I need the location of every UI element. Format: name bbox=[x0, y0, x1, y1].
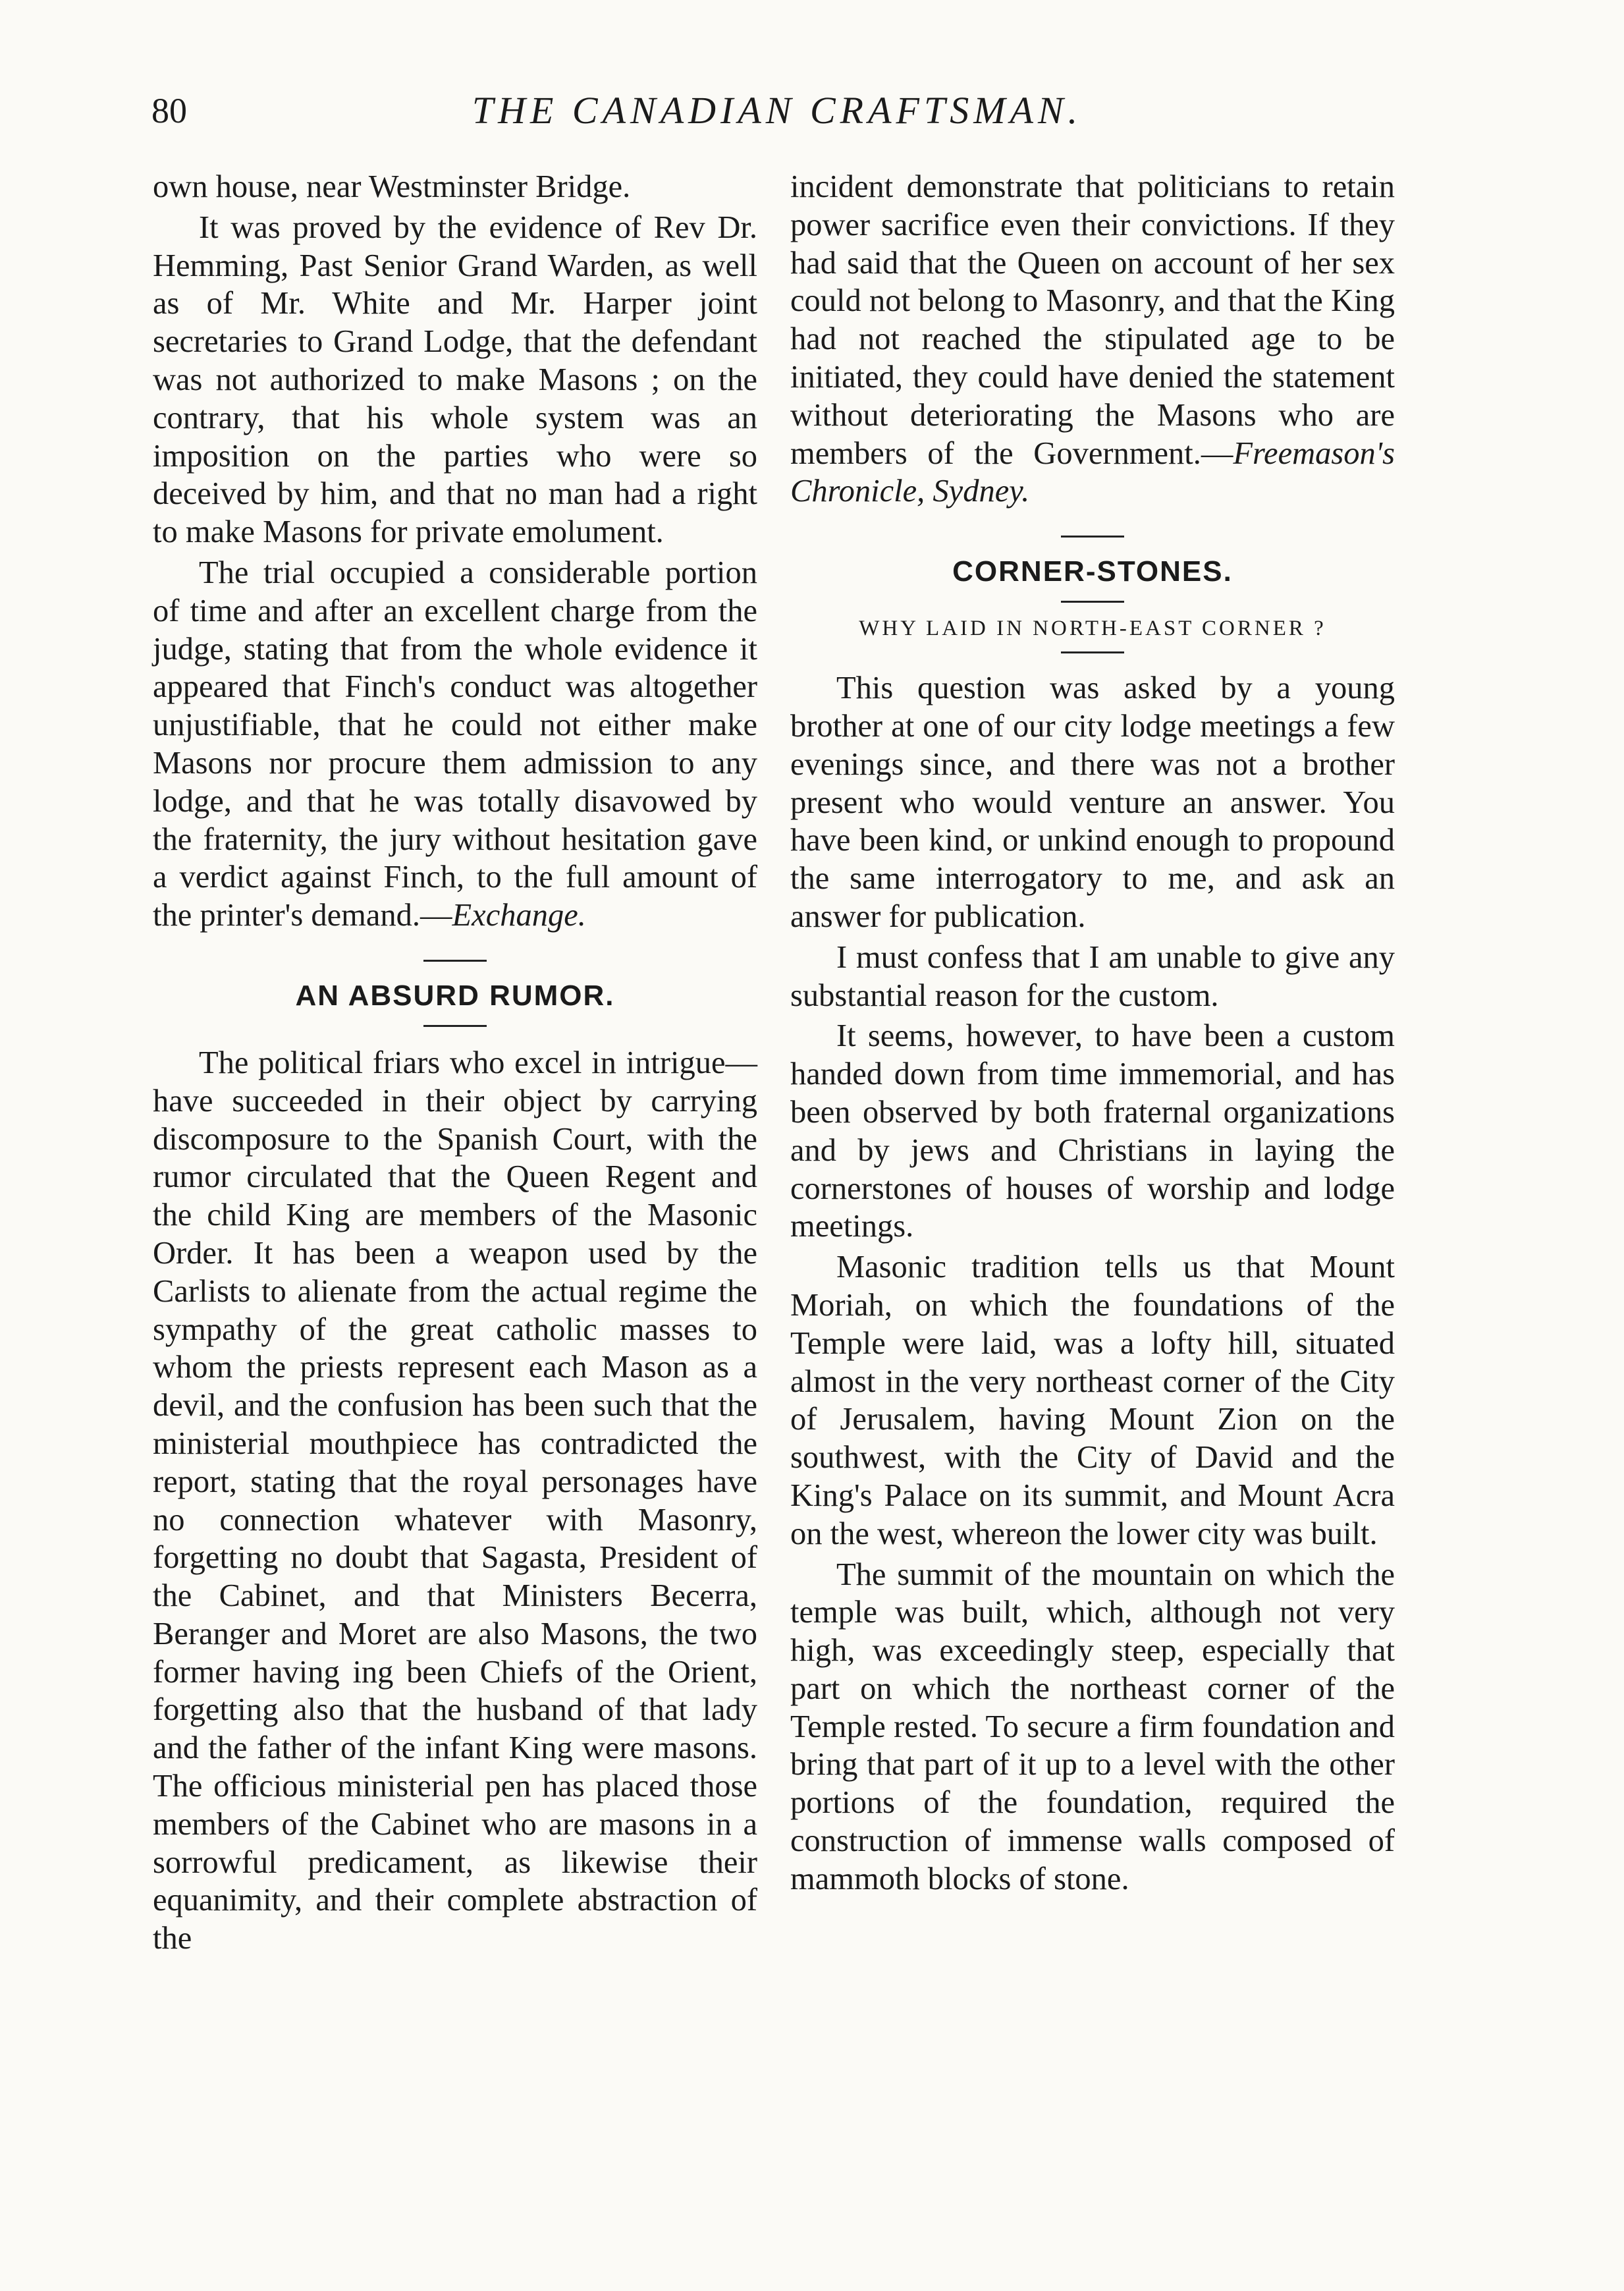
article-paragraph: own house, near Westminster Bridge. bbox=[153, 169, 631, 204]
article-paragraph: The summit of the mountain on which the temple was built, which, although not very high, was exceedingly steep, especially that part on which the northeast corner of the Temple rested. To secure a firm foundation and bring that part of it up to a level with the other portions of the foundation, required the construction of immense walls composed of mammoth blocks of stone. bbox=[790, 1557, 1395, 1896]
article-heading-absurd-rumor: AN ABSURD RUMOR. bbox=[295, 979, 615, 1012]
article-paragraph: I must confess that I am unable to give any substantial reason for the custom. bbox=[790, 939, 1395, 1013]
article-paragraph: It was proved by the evidence of Rev Dr. Hemming, Past Senior Grand Warden, as well as of Mr. White and Mr. Harper joint secretaries to Grand Lodge, that the defendant was not authorized to make Masons ; on the contrary, that his whole system was an imposition on the parties who were so deceived by him, and that no man had a right to make Masons for private emolument. bbox=[153, 209, 757, 550]
paragraph-text: incident demonstrate that politicians to retain power sacrifice even their convictions. If they had said that the Queen on account of her sex could not belong to Masonry, and that the King had not reached the stipulated age to be initiated, they could have denied the statement without deteriorating the Masons who are members of the Government.— bbox=[790, 169, 1395, 471]
section-divider bbox=[1061, 601, 1124, 603]
right-column bbox=[790, 168, 1395, 1898]
left-column bbox=[153, 168, 757, 1958]
article-subheading: WHY LAID IN NORTH-EAST CORNER ? bbox=[859, 617, 1326, 641]
article-paragraph: The political friars who excel in intrigue—have succeeded in their object by carrying discomposure to the Spanish Court, with the rumor circulated that the Queen Regent and the child King are members of the Masonic Order. It has been a weapon used by the Carlists to alienate from the actual regime the sympathy of the great catholic masses to whom the priests represent each Mason as a devil, and the confusion has been such that the ministerial mouthpiece has contradicted the report, stating that the royal personages have no connection whatever with Masonry, forgetting no doubt that Sagasta, President of the Cabinet, and that Ministers Becerra, Beranger and Moret are also Masons, the two former having ing been Chiefs of the Orient, forgetting also that the husband of that lady and the father of the infant King were masons. The officious ministerial pen has placed those members of the Cabinet who are masons in a sorrowful predicament, as likewise their equanimity, and their complete abstraction of the bbox=[153, 1045, 757, 1956]
section-divider bbox=[423, 1025, 487, 1027]
article-paragraph bbox=[790, 168, 1395, 511]
page-number: 80 bbox=[151, 91, 187, 130]
article-paragraph bbox=[153, 554, 757, 935]
article-paragraph: Masonic tradition tells us that Mount Moriah, on which the foundations of the Temple were laid, was a lofty hill, situated almost in the very northeast corner of the City of Jerusalem, having Mount Zion on the southwest, with the City of David and the King's Palace on its summit, and Mount Acra on the west, whereon the lower city was built. bbox=[790, 1250, 1395, 1551]
article-heading-corner-stones: CORNER-STONES. bbox=[952, 555, 1233, 588]
article-paragraph: It seems, however, to have been a custom handed down from time immemorial, and has been observed by both fraternal organizations and by jews and Christians in laying the cornerstones of houses of worship and lodge meetings. bbox=[790, 1018, 1395, 1244]
source-attribution: Freemason's Chronicle, Sydney. bbox=[790, 435, 1395, 509]
running-title: THE CANADIAN CRAFTSMAN. bbox=[472, 89, 1083, 132]
section-divider bbox=[423, 960, 487, 962]
source-attribution: Exchange. bbox=[452, 898, 586, 933]
paragraph-text: The trial occupied a considerable portion of time and after an excellent charge from the judge, stating that from the whole evidence it appeared that Finch's conduct was altogether unjustifiable, that he could not either make Masons nor procure them admission to any lodge, and that he was totally disavowed by the fraternity, the jury without hesitation gave a verdict against Finch, to the full amount of the printer's demand.— bbox=[153, 555, 757, 933]
page-header bbox=[151, 84, 1403, 144]
section-divider bbox=[1061, 536, 1124, 538]
section-divider bbox=[1061, 651, 1124, 653]
article-paragraph: This question was asked by a young brother at one of our city lodge meetings a few evenings since, and there was not a brother present who would venture an answer. You have been kind, or unkind enough to propound the same interrogatory to me, and ask an answer for publication. bbox=[790, 671, 1395, 934]
